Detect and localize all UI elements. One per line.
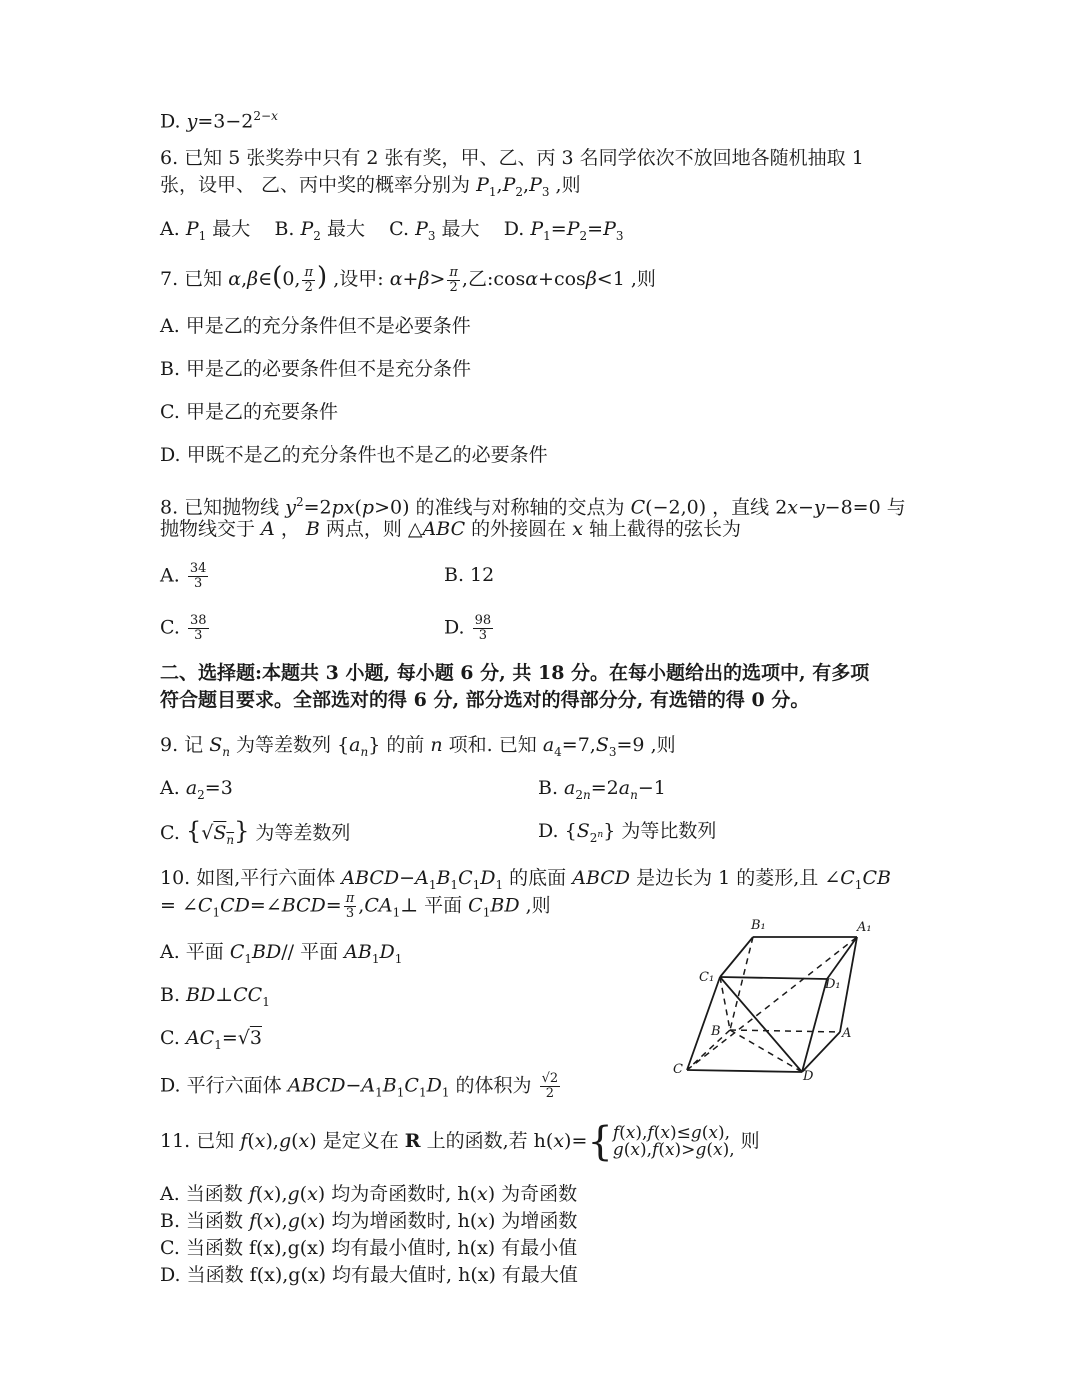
fig-label-d: D bbox=[803, 1069, 814, 1084]
q6-stem-line2: 张，设甲、 乙、丙中奖的概率分别为 $P_1,P_2,P_3$ ,则 bbox=[160, 174, 581, 199]
q11-option-b: B. 当函数 f(x),g(x) 均为增函数时, h(x) 为增函数 bbox=[160, 1210, 578, 1232]
q9-option-d: D. $\{S_{2^n}\}$ 为等比数列 bbox=[538, 820, 717, 845]
q7-option-c: C. 甲是乙的充要条件 bbox=[160, 401, 338, 423]
fig-label-b1: B₁ bbox=[751, 918, 766, 933]
q5-option-d: D. $y=3-2^{2-x}$ bbox=[160, 109, 278, 133]
q8-option-d: D. $\frac{98}{3}$ bbox=[444, 613, 492, 643]
section2-line1: 二、选择题:本题共 3 小题, 每小题 6 分, 共 18 分。在每小题给出的选项中, 有多项 bbox=[160, 662, 870, 684]
q10-option-c: C. $AC_1=√3$ bbox=[160, 1027, 262, 1052]
q10-option-b: B. $BD\perp CC_1$ bbox=[160, 984, 270, 1009]
parallelepiped-figure bbox=[665, 915, 880, 1085]
q10-option-a: A. 平面 $C_1BD//$ 平面 $AB_1D_1$ bbox=[160, 941, 403, 966]
q8-option-a: A. $\frac{34}{3}$ bbox=[160, 561, 207, 591]
q11-option-c: C. 当函数 f(x),g(x) 均有最小值时, h(x) 有最小值 bbox=[160, 1237, 578, 1259]
q8-option-c: C. $\frac{38}{3}$ bbox=[160, 613, 207, 643]
q11-stem: 11. 已知 f(x),g(x) 是定义在 R 上的函数,若 h(x)={f(x),f(x)≤g(x), g(x),f(x)>g(x), 则 bbox=[160, 1119, 760, 1165]
q11-option-a: A. 当函数 f(x),g(x) 均为奇函数时, h(x) 为奇函数 bbox=[160, 1183, 578, 1205]
q6-options: A. $P_1$ 最大 B. $P_2$ 最大 C. $P_3$ 最大 D. $P_1=P_2=P_3$ bbox=[160, 218, 624, 243]
q10-stem-line1: 10. 如图,平行六面体 $ABCD-A_1B_1C_1D_1$ 的底面 ABCD 是边长为 1 的菱形,且 $\angle C_1CB$ bbox=[160, 867, 891, 892]
q9-option-b: B. $a_{2n}=2a_n-1$ bbox=[538, 777, 666, 802]
q8-stem-line1: 8. 已知抛物线 $y^2=2px(p>0)$ 的准线与对称轴的交点为 C(−2,0) ，直线 2x−y−8=0 与 bbox=[160, 495, 906, 519]
fig-label-a1: A₁ bbox=[857, 920, 872, 935]
q9-option-c: C. $\{√S_n\}$ 为等差数列 bbox=[160, 817, 351, 847]
q8-stem-line2: 抛物线交于 A ， B 两点，则 △ABC 的外接圆在 x 轴上截得的弦长为 bbox=[160, 518, 741, 540]
fig-label-b: B bbox=[711, 1024, 721, 1039]
q7-option-d: D. 甲既不是乙的充分条件也不是乙的必要条件 bbox=[160, 444, 548, 466]
q7-option-b: B. 甲是乙的必要条件但不是充分条件 bbox=[160, 358, 472, 380]
q6-stem-line1: 6. 已知 5 张奖券中只有 2 张有奖，甲、乙、丙 3 名同学依次不放回地各随机抽取 1 bbox=[160, 147, 864, 169]
fig-label-c1: C₁ bbox=[699, 970, 715, 985]
q8-option-b: B. 12 bbox=[444, 564, 495, 586]
fig-label-a: A bbox=[842, 1026, 852, 1041]
q9-option-a: A. $a_2=3$ bbox=[160, 777, 233, 802]
section2-line2: 符合题目要求。全部选对的得 6 分, 部分选对的得部分分, 有选错的得 0 分。 bbox=[160, 689, 810, 711]
fig-label-d1: D₁ bbox=[825, 977, 841, 992]
q10-option-d: D. 平行六面体 $ABCD-A_1B_1C_1D_1$ 的体积为 $\frac{√2}{2}$ bbox=[160, 1071, 559, 1101]
q11-option-d: D. 当函数 f(x),g(x) 均有最大值时, h(x) 有最大值 bbox=[160, 1264, 578, 1286]
q7-option-a: A. 甲是乙的充分条件但不是必要条件 bbox=[160, 315, 471, 337]
fig-label-c: C bbox=[673, 1062, 683, 1077]
q9-stem: 9. 记 $S_n$ 为等差数列 $\{a_n\}$ 的前 n 项和. 已知 $a_4=7,S_3=9$ ,则 bbox=[160, 734, 676, 759]
q10-stem-line2: = $\angle C_1CD=\angle BCD=$ $\frac{\pi}{3}$ $,CA_1\perp$ 平面 $C_1BD$ ,则 bbox=[160, 891, 551, 921]
q7-stem: 7. 已知 α,β∈(0, $\frac{\pi}{2}$ ) ,设甲: α+β> $\frac{\pi}{2}$ ,乙:cosα+cosβ<1 ,则 bbox=[160, 262, 656, 295]
